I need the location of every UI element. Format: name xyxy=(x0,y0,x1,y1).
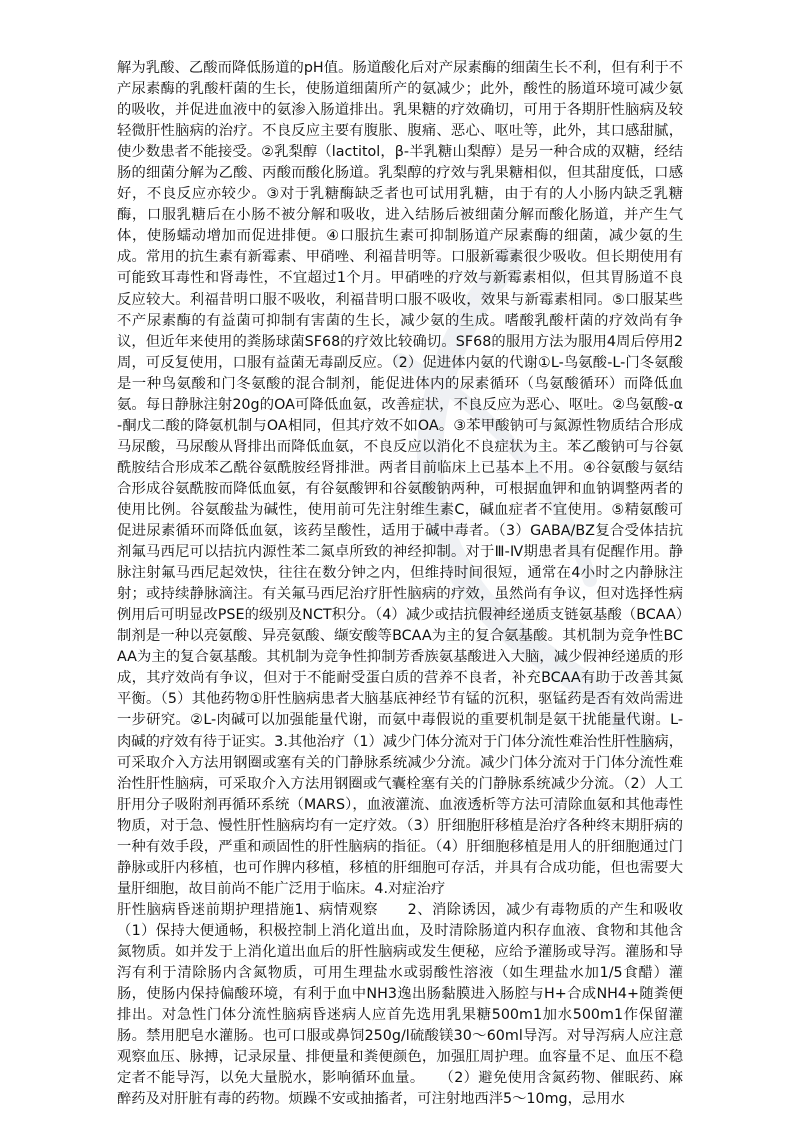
paragraph-treatment: 解为乳酸、乙酸而降低肠道的pH值。肠道酸化后对产尿素酶的细菌生长不利，但有利于不产尿素酶的乳酸杆菌的生长，使肠道细菌所产的氨减少；此外，酸性的肠道环境可减少氨的吸收，并促进血液中的氨渗入肠道排出。乳果糖的疗效确切，可用于各期肝性脑病及较轻微肝性脑病的治疗。不良反应主要有腹胀、腹痛、恶心、呕吐等，此外，其口感甜腻，使少数患者不能接受。②乳梨醇（lactitol，β-半乳糖山梨醇）是另一种合成的双糖，经结肠的细菌分解为乙酸、丙酸而酸化肠道。乳梨醇的疗效与乳果糖相似，但其甜度低，口感好，不良反应亦较少。③对于乳糖酶缺乏者也可试用乳糖，由于有的人小肠内缺乏乳糖酶，口服乳糖后在小肠不被分解和吸收，进入结肠后被细菌分解而酸化肠道，并产生气体，使肠蠕动增加而促进排便。④口服抗生素可抑制肠道产尿素酶的细菌，减少氨的生成。常用的抗生素有新霉素、甲硝唑、利福昔明等。口服新霉素很少吸收。但长期使用有可能致耳毒性和肾毒性，不宜超过1个月。甲硝唑的疗效与新霉素相似，但其胃肠道不良反应较大。利福昔明口服不吸收，利福昔明口服不吸收，效果与新霉素相同。⑤口服某些不产尿素酶的有益菌可抑制有害菌的生长，减少氨的生成。嗜酸乳酸杆菌的疗效尚有争议，但近年来使用的粪肠球菌SF68的疗效比较确切。SF68的服用方法为服用4周后停用2周，可反复使用，口服有益菌无毒副反应。（2）促进体内氨的代谢①L-鸟氨酸-L-门冬氨酸是一种鸟氨酸和门冬氨酸的混合制剂，能促进体内的尿素循环（鸟氨酸循环）而降低血氨。每日静脉注射20g的OA可降低血氨，改善症状，不良反应为恶心、呕吐。②鸟氨酸-α-酮戊二酸的降氨机制与OA相同，但其疗效不如OA。③苯甲酸钠可与氮源性物质结合形成马尿酸，马尿酸从肾排出而降低血氨，不良反应以消化不良症状为主。苯乙酸钠可与谷氨酰胺结合形成苯乙酰谷氨酰胺经肾排泄。两者目前临床上已基本上不用。④谷氨酸与氨结合形成谷氨酰胺而降低血氨，有谷氨酸钾和谷氨酸钠两种，可根据血钾和血钠调整两者的使用比例。谷氨酸盐为碱性，使用前可先注射维生素C，碱血症者不宜使用。⑤精氨酸可促进尿素循环而降低血氨，该药呈酸性，适用于碱中毒者。（3）GABA/BZ复合受体拮抗剂氟马西尼可以拮抗内源性苯二氮卓所致的神经抑制。对于Ⅲ-Ⅳ期患者具有促醒作用。静脉注射氟马西尼起效快，往往在数分钟之内，但维持时间很短，通常在4小时之内静脉注射；或持续静脉滴注。有关氟马西尼治疗肝性脑病的疗效，虽然尚有争议，但对选择性病例用后可明显改PSE的级别及NCT积分。（4）减少或拮抗假神经递质支链氨基酸（BCAA）制剂是一种以亮氨酸、异亮氨酸、缬安酸等BCAA为主的复合氨基酸。其机制为竞争性BCAA为主的复合氨基酸。其机制为竞争性抑制芳香族氨基酸进入大脑，减少假神经递质的形成，其疗效尚有争议，但对于不能耐受蛋白质的营养不良者，补充BCAA有助于改善其氮平衡。（5）其他药物①肝性脑病患者大脑基底神经节有锰的沉积，驱锰药是否有效尚需进一步研究。②L-肉碱可以加强能量代谢，而氨中毒假说的重要机制是氨干扰能量代谢。L-肉碱的疗效有待于证实。3.其他治疗（1）减少门体分流对于门体分流性难治性肝性脑病，可采取介入方法用钢圈或塞有关的门静脉系统减少分流。减少门体分流对于门体分流性难治性肝性脑病，可采取介入方法用钢圈或气囊栓塞有关的门静脉系统减少分流。（2）人工肝用分子吸附剂再循环系统（MARS），血液灌流、血液透析等方法可清除血氨和其他毒性物质，对于急、慢性肝性脑病均有一定疗效。（3）肝细胞肝移植是治疗各种终末期肝病的一种有效手段，严重和顽固性的肝性脑病的指征。（4）肝细胞移植是用人的肝细胞通过门静脉或肝内移植，也可作脾内移植，移植的肝细胞可存活，并具有合成功能，但也需要大量肝细胞，故目前尚不能广泛用于临床。4.对症治疗 xyxy=(117,60,684,897)
body-text xyxy=(117,58,698,1110)
paragraph-nursing: 肝性脑病昏迷前期护理措施1、病情观察 2、消除诱因，减少有毒物质的产生和吸收 （1）保持大便通畅，积极控制上消化道出血，及时清除肠道内积存血液、食物和其他含氮物质。如并发于上消化道出血后的肝性脑病或发生便秘，应给予灌肠或导泻。灌肠和导泻有利于清除肠内含氮物质，可用生理盐水或弱酸性溶液（如生理盐水加1/5食醋）灌肠，使肠内保持偏酸环境，有利于血中NH3逸出肠黏膜进入肠腔与H+合成NH4+随粪便排出。对急性门体分流性脑病昏迷病人应首先选用乳果糖500m1加水500m1作保留灌肠。禁用肥皂水灌肠。也可口服或鼻饲250g/l硫酸镁30～60ml导泻。对导泻病人应注意观察血压、脉搏，记录尿量、排便量和粪便颜色，加强肛周护理。血容量不足、血压不稳定者不能导泻，以免大量脱水，影响循环血量。 （2）避免使用含氮药物、催眠药、麻醉药及对肝脏有毒的药物。烦躁不安或抽搐者，可注射地西泮5～10mg，忌用水 xyxy=(117,901,698,1108)
